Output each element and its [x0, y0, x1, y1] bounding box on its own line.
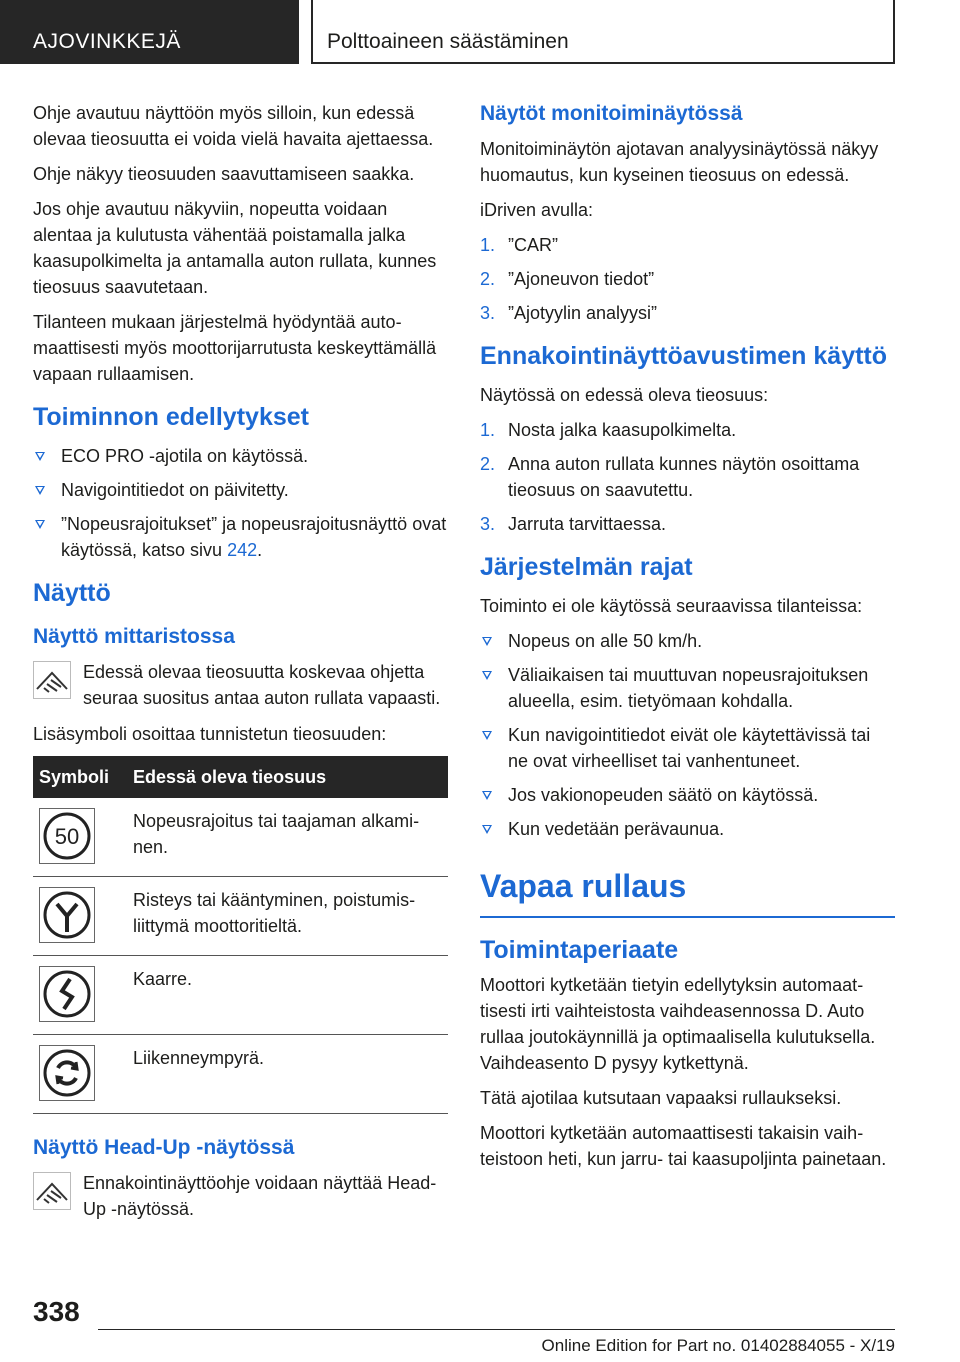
paragraph: Moottori kytketään tietyin edellytyksin automaattisesti irti vaihteistosta vaihdeasennossa D. Auto rullaa joutokäynnillä ja optimaalisella kulutuksella. Vaihdeasento D pysyy kytkettynä. [480, 975, 876, 1073]
list-item: 3. Jarruta tarvittaessa. [480, 514, 667, 534]
paragraph: Moottori kytketään automaattisesti takaisin vaihteistoon heti, kun jarru- tai kaasupoljinta painetaan. [480, 1123, 887, 1169]
svg-text:50: 50 [54, 824, 80, 849]
triangle-bullet-icon [482, 825, 492, 834]
junction-icon [39, 887, 95, 943]
paragraph: Lisäsymboli osoittaa tunnistetun tieosuuden: [33, 724, 387, 744]
limits-list [480, 628, 895, 842]
paragraph: Ohje avautuu näyttöön myös silloin, kun edessä olevaa tieosuutta ei voida vielä havaita ajettaessa. [33, 103, 434, 149]
triangle-bullet-icon [482, 731, 492, 740]
paragraph: Tilanteen mukaan järjestelmä hyödyntää automaattisesti myös moottorijarrutusta keskeyttämällä vapaan rullaamisen. [33, 312, 437, 384]
heading-hud: Näyttö Head-Up -näytössä [33, 1136, 295, 1159]
paragraph: Näytössä on edessä oleva tieosuus: [480, 385, 769, 405]
heading-cluster: Näyttö mittaristossa [33, 625, 235, 648]
table-row [33, 956, 448, 1035]
list-item: Jos vakionopeuden säätö on käytössä. [480, 782, 895, 808]
curve-icon [39, 966, 95, 1022]
page-number: 338 [33, 1296, 80, 1327]
table-row [33, 1035, 448, 1114]
list-item: ”Nopeusrajoitukset” ja nopeusrajoitusnäyttö ovat käytössä, katso sivu 242. [33, 511, 448, 563]
symbol-table [33, 756, 448, 1114]
list-item: 3. ”Ajotyylin analyysi” [480, 303, 658, 323]
table-row [33, 798, 448, 877]
left-column [33, 100, 448, 1232]
conditions-list [33, 443, 448, 563]
anticipatory-assistant-icon [33, 1172, 71, 1210]
list-item: 2. Anna auton rullata kunnes näytön osoittama tieosuus on saavutettu. [480, 454, 860, 500]
cluster-note: Edessä olevaa tieosuutta koskevaa ohjetta seuraa suositus antaa auton rullata vapaasti. [33, 659, 448, 711]
speed-limit-50-icon [39, 808, 95, 864]
list-item: Kun vedetään perävaunua. [480, 816, 895, 842]
table-cell: Nopeusrajoitus tai taajaman alkaminen. [127, 798, 448, 877]
table-cell: Liikenneympyrä. [127, 1035, 448, 1114]
header-section: AJOVINKKEJÄ [0, 0, 299, 64]
heading-use: Ennakointinäyttöavustimen käyttö [480, 342, 888, 370]
idrive-steps [480, 232, 895, 326]
heading-principle: Toimintaperiaate [480, 936, 679, 964]
triangle-bullet-icon [482, 791, 492, 800]
table-header: Symboli [33, 756, 127, 798]
table-row [33, 877, 448, 956]
list-item: 1. ”CAR” [480, 235, 558, 255]
hud-note: Ennakointinäyttöohje voidaan näyttää Head-Up -näytössä. [33, 1170, 448, 1222]
list-item: Nopeus on alle 50 km/h. [480, 628, 895, 654]
triangle-bullet-icon [482, 671, 492, 680]
footer-divider [98, 1329, 895, 1330]
triangle-bullet-icon [35, 520, 45, 529]
table-cell: Risteys tai kääntyminen, poistumisliittymä moottoritieltä. [127, 877, 448, 956]
paragraph: Tätä ajotilaa kutsutaan vapaaksi rullaukseksi. [480, 1088, 842, 1108]
list-item: ECO PRO -ajotila on käytössä. [33, 443, 448, 469]
use-steps [480, 417, 895, 537]
heading-conditions: Toiminnon edellytykset [33, 403, 309, 431]
heading-display: Näyttö [33, 579, 111, 607]
paragraph: Ohje näkyy tieosuuden saavuttamiseen saakka. [33, 164, 415, 184]
heading-multi: Näytöt monitoiminäytössä [480, 102, 743, 125]
header-title: Polttoaineen säästäminen [311, 0, 895, 64]
table-cell: Kaarre. [127, 956, 448, 1035]
list-item: Väliaikaisen tai muuttuvan nopeusrajoituksen alueella, esim. tietyömaan kohdalla. [480, 662, 895, 714]
heading-coasting: Vapaa rullaus [480, 866, 895, 918]
paragraph: Toiminto ei ole käytössä seuraavissa tilanteissa: [480, 596, 863, 616]
paragraph: iDriven avulla: [480, 200, 594, 220]
anticipatory-assistant-icon [33, 661, 71, 699]
roundabout-icon [39, 1045, 95, 1101]
list-item: Kun navigointitiedot eivät ole käytettävissä tai ne ovat virheelliset tai vanhentuneet. [480, 722, 895, 774]
paragraph: Jos ohje avautuu näkyviin, nopeutta voidaan alentaa ja kulutusta vähentää poistamalla jalka kaasupolkimelta ja antamalla auton rullata, kunnes tieosuus saavutetaan. [33, 199, 437, 297]
heading-limits: Järjestelmän rajat [480, 553, 693, 581]
page-link[interactable]: 242 [227, 540, 258, 560]
table-header: Edessä oleva tieosuus [127, 756, 448, 798]
list-item: Navigointitiedot on päivitetty. [33, 477, 448, 503]
list-item: 2. ”Ajoneuvon tiedot” [480, 269, 655, 289]
triangle-bullet-icon [482, 637, 492, 646]
edition-text: Online Edition for Part no. 01402884055 - X/19 [541, 1336, 895, 1355]
triangle-bullet-icon [35, 486, 45, 495]
list-item: 1. Nosta jalka kaasupolkimelta. [480, 420, 737, 440]
right-column [480, 100, 895, 1181]
triangle-bullet-icon [35, 452, 45, 461]
paragraph: Monitoiminäytön ajotavan analyysinäytössä näkyy huomautus, kun kyseinen tieosuus on edessä. [480, 139, 879, 185]
